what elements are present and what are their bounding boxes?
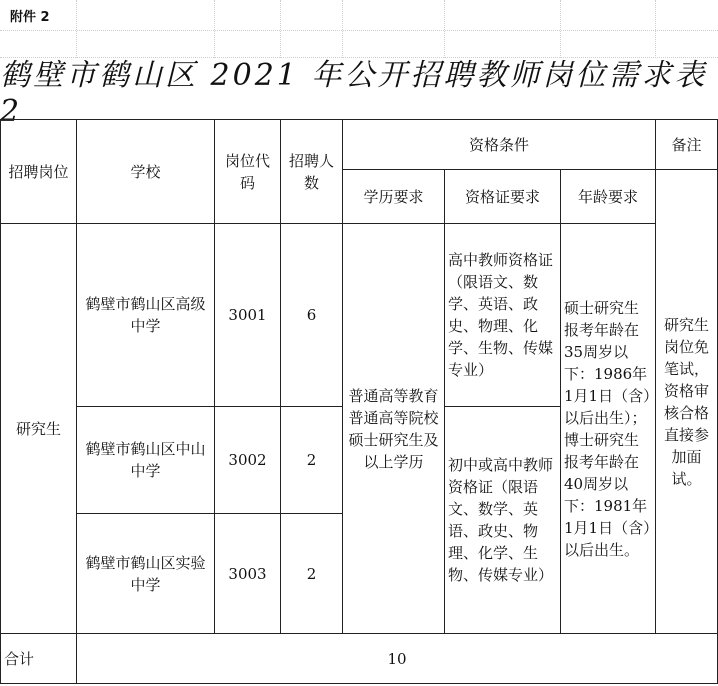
- total-value: 10: [77, 634, 718, 684]
- school-cell: 鹤壁市鹤山区高级中学: [77, 224, 215, 407]
- education-cell: 普通高等教育普通高等院校硕士研究生及以上学历: [343, 224, 445, 634]
- job-requirements-table: [0, 119, 718, 684]
- code-cell: 3003: [215, 514, 281, 634]
- total-label: 合计: [1, 634, 77, 684]
- document-title: 鹤壁市鹤山区 2021 年公开招聘教师岗位需求表 2: [0, 57, 708, 129]
- header-certificate: 资格证要求: [445, 170, 561, 224]
- header-qualifications: 资格条件: [343, 120, 656, 170]
- school-cell: 鹤壁市鹤山区实验中学: [77, 514, 215, 634]
- header-code: 岗位代码: [215, 120, 281, 224]
- header-education: 学历要求: [343, 170, 445, 224]
- header-remarks: 备注: [656, 120, 718, 170]
- header-school: 学校: [77, 120, 215, 224]
- header-count: 招聘人数: [281, 120, 343, 224]
- certificate-high-cell: 高中教师资格证（限语文、数学、英语、政史、物理、化学、生物、传媒专业）: [445, 224, 561, 407]
- header-position: 招聘岗位: [1, 120, 77, 224]
- certificate-middle-cell: 初中或高中教师资格证（限语文、数学、英语、政史、物理、化学、生物、传媒专业）: [445, 407, 561, 634]
- school-cell: 鹤壁市鹤山区中山中学: [77, 407, 215, 514]
- code-cell: 3002: [215, 407, 281, 514]
- age-cell: 硕士研究生报考年龄在35周岁以下：1986年1月1日（含）以后出生）；博士研究生报考年龄在40周岁以下：1981年1月1日（含）以后出生。: [561, 224, 656, 634]
- remark-cell: 研究生岗位免笔试，资格审核合格直接参加面试。: [656, 170, 718, 634]
- attachment-label: 附件 2: [10, 10, 50, 25]
- count-cell: 2: [281, 407, 343, 514]
- position-cell: 研究生: [1, 224, 77, 634]
- header-age: 年龄要求: [561, 170, 656, 224]
- count-cell: 6: [281, 224, 343, 407]
- code-cell: 3001: [215, 224, 281, 407]
- count-cell: 2: [281, 514, 343, 634]
- grid-line: [0, 30, 718, 31]
